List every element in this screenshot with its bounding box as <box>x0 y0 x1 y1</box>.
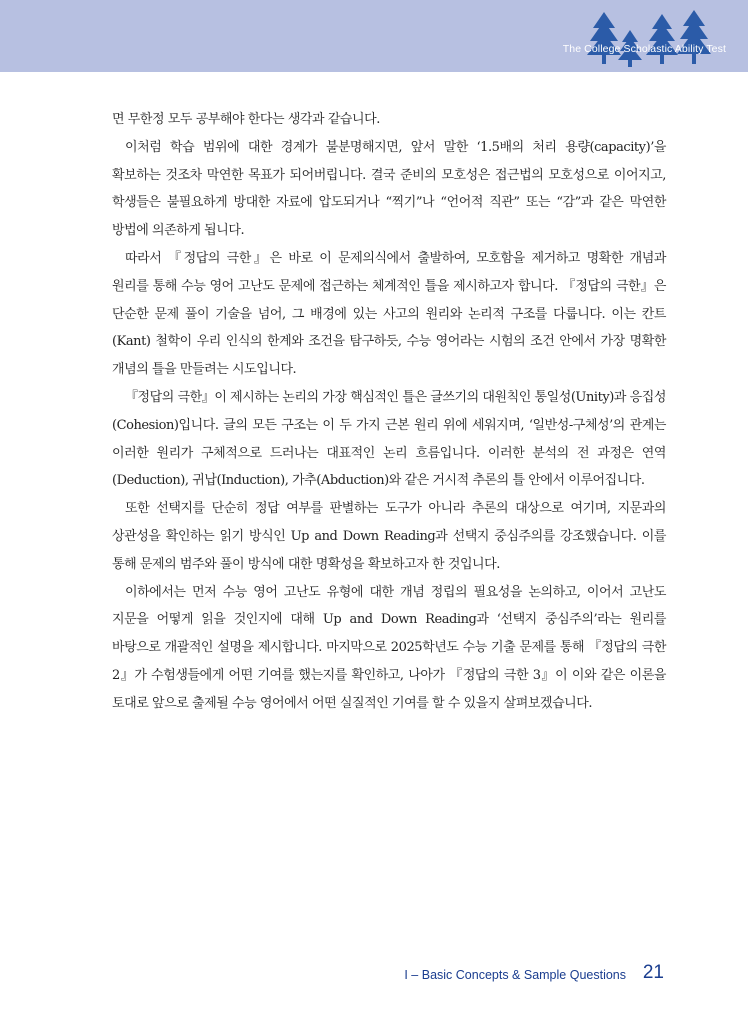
pine-tree-icon <box>677 10 711 64</box>
header-band <box>0 0 748 72</box>
pine-tree-icon <box>587 12 621 64</box>
header-title: The College Scholastic Ability Test <box>562 43 726 55</box>
page-number: 21 <box>642 962 664 983</box>
paragraph-3: 따라서 『정답의 극한』은 바로 이 문제의식에서 출발하여, 모호함을 제거하고 명확한 개념과 원리를 통해 수능 영어 고난도 문제에 접근하는 체계적인 틀을 제시하고자 합니다. 『정답의 극한』은 단순한 문제 풀이 기술을 넘어, 그 배경에 있는 사고의 원리와 논리적 구조를 다룹니다. 이는 칸트(Kant) 철학이 우리 인식의 한계와 조건을 탐구하듯, 수능 영어라는 시험의 조건 안에서 가장 명확한 개념의 틀을 만들려는 시도입니다. <box>112 250 666 378</box>
paragraph-6: 이하에서는 먼저 수능 영어 고난도 유형에 대한 개념 정립의 필요성을 논의하고, 이어서 고난도 지문을 어떻게 읽을 것인지에 대해 Up and Down Reading과 ‘선택지 중심주의’라는 원리를 바탕으로 개괄적인 설명을 제시합니다. 마지막으로 2025학년도 수능 기출 문제를 통해 『정답의 극한 2』가 수험생들에게 어떤 기여를 했는지를 확인하고, 나아가 『정답의 극한 3』이 이와 같은 이론을 토대로 앞으로 출제될 수능 영어에서 어떤 실질적인 기여를 할 수 있을지 살펴보겠습니다. <box>112 584 666 711</box>
paragraph-4: 『정답의 극한』이 제시하는 논리의 가장 핵심적인 틀은 글쓰기의 대원칙인 통일성(Unity)과 응집성(Cohesion)입니다. 글의 모든 구조는 이 두 가지 근본 원리 위에 세워지며, ‘일반성-구체성’의 관계는 이러한 원리가 구체적으로 드러나는 대표적인 논리 흐름입니다. 이러한 분석의 전 과정은 연역(Deduction), 귀납(Induction), 가추(Abduction)와 같은 거시적 추론의 틀 안에서 이루어집니다. <box>112 389 666 489</box>
paragraph-5: 또한 선택지를 단순히 정답 여부를 판별하는 도구가 아니라 추론의 대상으로 여기며, 지문과의 상관성을 확인하는 읽기 방식인 Up and Down Reading과 선택지 중심주의를 강조했습니다. 이를 통해 문제의 범주와 풀이 방식에 대한 명확성을 확보하고자 한 것입니다. <box>112 501 666 572</box>
footer-section-label <box>404 968 626 982</box>
pine-tree-icon <box>646 14 678 64</box>
body-text <box>112 106 666 718</box>
paragraph-2: 이처럼 학습 범위에 대한 경계가 불분명해지면, 앞서 말한 ‘1.5배의 처리 용량(capacity)’을 확보하는 것조차 막연한 목표가 되어버립니다. 결국 준비의 모호성은 접근법의 모호성으로 이어지고, 학생들은 불필요하게 방대한 자료에 압도되거나 “찍기”나 “언어적 직관” 또는 “감”과 같은 막연한 방법에 의존하게 됩니다. <box>112 139 666 239</box>
pine-trees-decoration <box>580 8 720 72</box>
paragraph-1: 면 무한정 모두 공부해야 한다는 생각과 같습니다. <box>112 112 380 127</box>
footer-section: I – Basic Concepts & Sample Questions <box>404 968 626 982</box>
